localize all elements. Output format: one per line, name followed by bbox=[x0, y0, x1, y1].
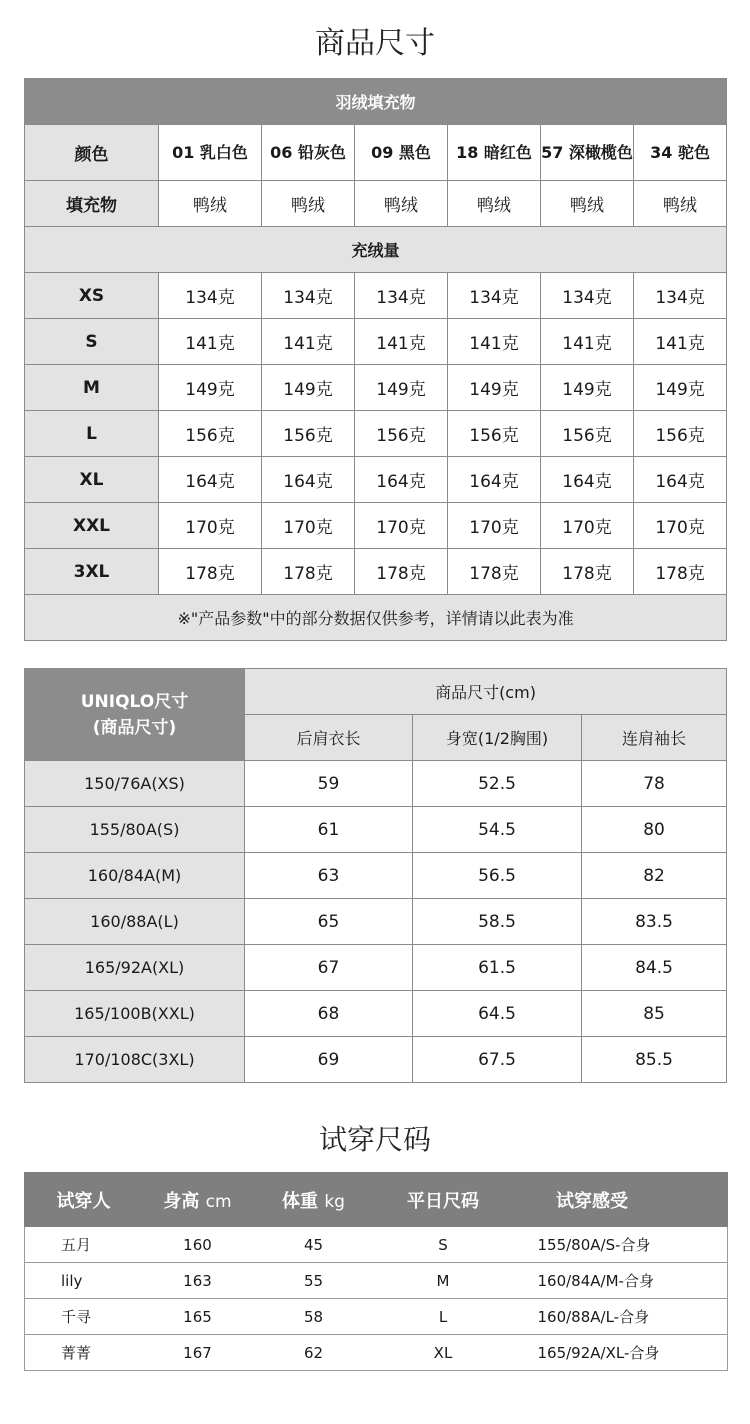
measure-cell: 61 bbox=[245, 807, 413, 853]
measure-cell: 67.5 bbox=[413, 1037, 582, 1083]
fill-amount-row bbox=[25, 365, 727, 411]
header-person: 试穿人 bbox=[25, 1173, 143, 1227]
weight-unit: kg bbox=[324, 1191, 345, 1212]
usual-size-cell: S bbox=[375, 1227, 512, 1263]
column-header: 连肩袖长 bbox=[582, 715, 727, 761]
fill-amount-cell: 178克 bbox=[355, 549, 448, 595]
size-row bbox=[25, 945, 727, 991]
person-cell: 菁菁 bbox=[25, 1335, 143, 1371]
size-table bbox=[24, 668, 727, 1083]
height-label: 身高 bbox=[163, 1190, 200, 1212]
tryon-row bbox=[25, 1227, 728, 1263]
measure-cell: 83.5 bbox=[582, 899, 727, 945]
fill-amount-cell: 149克 bbox=[541, 365, 634, 411]
header-height bbox=[143, 1173, 253, 1227]
filling-header: 羽绒填充物 bbox=[25, 79, 727, 125]
height-cell: 160 bbox=[143, 1227, 253, 1263]
size-label: XXL bbox=[25, 503, 159, 549]
fill-amount-row bbox=[25, 503, 727, 549]
fill-amount-cell: 164克 bbox=[355, 457, 448, 503]
color-cell: 06 铅灰色 bbox=[262, 125, 355, 181]
measure-cell: 58.5 bbox=[413, 899, 582, 945]
tryon-title: 试穿尺码 bbox=[318, 1123, 431, 1156]
filling-cell: 鸭绒 bbox=[159, 181, 262, 227]
tryon-row bbox=[25, 1263, 728, 1299]
fill-amount-cell: 156克 bbox=[634, 411, 727, 457]
fill-amount-row bbox=[25, 273, 727, 319]
fill-amount-cell: 141克 bbox=[262, 319, 355, 365]
fill-amount-cell: 178克 bbox=[262, 549, 355, 595]
fill-amount-row bbox=[25, 319, 727, 365]
size-label: 160/88A(L) bbox=[25, 899, 245, 945]
fill-amount-row bbox=[25, 457, 727, 503]
person-cell: lily bbox=[25, 1263, 143, 1299]
column-header: 后肩衣长 bbox=[245, 715, 413, 761]
fill-amount-cell: 141克 bbox=[448, 319, 541, 365]
filling-cell: 鸭绒 bbox=[541, 181, 634, 227]
fill-amount-cell: 149克 bbox=[355, 365, 448, 411]
fill-amount-cell: 141克 bbox=[634, 319, 727, 365]
fill-amount-cell: 170克 bbox=[159, 503, 262, 549]
tryon-row bbox=[25, 1299, 728, 1335]
fill-amount-cell: 141克 bbox=[541, 319, 634, 365]
height-unit: cm bbox=[205, 1191, 232, 1212]
fill-amount-cell: 170克 bbox=[448, 503, 541, 549]
fill-amount-cell: 178克 bbox=[634, 549, 727, 595]
weight-label: 体重 bbox=[282, 1190, 319, 1212]
size-label: 165/100B(XXL) bbox=[25, 991, 245, 1037]
header-weight bbox=[253, 1173, 375, 1227]
size-label: 170/108C(3XL) bbox=[25, 1037, 245, 1083]
measure-cell: 56.5 bbox=[413, 853, 582, 899]
measure-cell: 68 bbox=[245, 991, 413, 1037]
fill-amount-cell: 141克 bbox=[355, 319, 448, 365]
size-label: 3XL bbox=[25, 549, 159, 595]
fill-amount-cell: 134克 bbox=[262, 273, 355, 319]
size-row bbox=[25, 807, 727, 853]
fill-amount-cell: 178克 bbox=[159, 549, 262, 595]
size-label: 160/84A(M) bbox=[25, 853, 245, 899]
fill-amount-cell: 149克 bbox=[159, 365, 262, 411]
fill-amount-cell: 170克 bbox=[634, 503, 727, 549]
color-label: 颜色 bbox=[25, 125, 159, 181]
size-row bbox=[25, 899, 727, 945]
size-row bbox=[25, 761, 727, 807]
person-cell: 五月 bbox=[25, 1227, 143, 1263]
filling-cell: 鸭绒 bbox=[634, 181, 727, 227]
weight-cell: 55 bbox=[253, 1263, 375, 1299]
measure-cell: 84.5 bbox=[582, 945, 727, 991]
size-row bbox=[25, 991, 727, 1037]
measure-cell: 61.5 bbox=[413, 945, 582, 991]
measure-cell: 65 bbox=[245, 899, 413, 945]
weight-cell: 62 bbox=[253, 1335, 375, 1371]
measure-cell: 82 bbox=[582, 853, 727, 899]
fill-amount-cell: 164克 bbox=[448, 457, 541, 503]
size-label: 155/80A(S) bbox=[25, 807, 245, 853]
tryon-table bbox=[24, 1172, 728, 1371]
fill-amount-cell: 149克 bbox=[448, 365, 541, 411]
size-label: XL bbox=[25, 457, 159, 503]
column-header: 身宽(1/2胸围) bbox=[413, 715, 582, 761]
color-cell: 01 乳白色 bbox=[159, 125, 262, 181]
fill-amount-cell: 178克 bbox=[541, 549, 634, 595]
page-title: 商品尺寸 bbox=[315, 26, 435, 61]
measure-cell: 67 bbox=[245, 945, 413, 991]
note-text: ※"产品参数"中的部分数据仅供参考，详情请以此表为准 bbox=[25, 595, 727, 641]
person-cell: 千寻 bbox=[25, 1299, 143, 1335]
measure-cell: 85 bbox=[582, 991, 727, 1037]
size-row bbox=[25, 1037, 727, 1083]
measure-cell: 85.5 bbox=[582, 1037, 727, 1083]
measure-cell: 59 bbox=[245, 761, 413, 807]
color-cell: 57 深橄榄色 bbox=[541, 125, 634, 181]
size-label: XS bbox=[25, 273, 159, 319]
fill-amount-cell: 170克 bbox=[541, 503, 634, 549]
fill-amount-cell: 156克 bbox=[448, 411, 541, 457]
fill-amount-cell: 141克 bbox=[159, 319, 262, 365]
size-label: 150/76A(XS) bbox=[25, 761, 245, 807]
corner-line-1: UNIQLO尺寸 bbox=[80, 691, 189, 712]
feel-cell: 160/88A/L-合身 bbox=[512, 1299, 728, 1335]
fill-amount-cell: 156克 bbox=[541, 411, 634, 457]
measure-cell: 63 bbox=[245, 853, 413, 899]
color-cell: 34 驼色 bbox=[634, 125, 727, 181]
usual-size-cell: XL bbox=[375, 1335, 512, 1371]
color-cell: 18 暗红色 bbox=[448, 125, 541, 181]
height-cell: 165 bbox=[143, 1299, 253, 1335]
weight-cell: 58 bbox=[253, 1299, 375, 1335]
fill-amount-cell: 156克 bbox=[355, 411, 448, 457]
size-corner-header bbox=[25, 669, 245, 761]
fill-amount-header: 充绒量 bbox=[25, 227, 727, 273]
fill-amount-row bbox=[25, 549, 727, 595]
measure-cell: 52.5 bbox=[413, 761, 582, 807]
fill-amount-cell: 134克 bbox=[448, 273, 541, 319]
usual-size-cell: M bbox=[375, 1263, 512, 1299]
corner-line-2: (商品尺寸) bbox=[92, 717, 177, 738]
fill-amount-cell: 164克 bbox=[262, 457, 355, 503]
filling-cell: 鸭绒 bbox=[262, 181, 355, 227]
fill-amount-cell: 178克 bbox=[448, 549, 541, 595]
measure-cell: 80 bbox=[582, 807, 727, 853]
fill-amount-cell: 149克 bbox=[634, 365, 727, 411]
size-group-header: 商品尺寸(cm) bbox=[245, 669, 727, 715]
feel-cell: 160/84A/M-合身 bbox=[512, 1263, 728, 1299]
fill-amount-cell: 164克 bbox=[541, 457, 634, 503]
fill-amount-cell: 156克 bbox=[262, 411, 355, 457]
size-label: 165/92A(XL) bbox=[25, 945, 245, 991]
fill-amount-cell: 134克 bbox=[355, 273, 448, 319]
size-label: S bbox=[25, 319, 159, 365]
fill-amount-cell: 170克 bbox=[355, 503, 448, 549]
size-label: L bbox=[25, 411, 159, 457]
fill-amount-cell: 164克 bbox=[159, 457, 262, 503]
header-usual-size: 平日尺码 bbox=[375, 1173, 512, 1227]
filling-label: 填充物 bbox=[25, 181, 159, 227]
weight-cell: 45 bbox=[253, 1227, 375, 1263]
fill-amount-cell: 134克 bbox=[634, 273, 727, 319]
fill-amount-cell: 134克 bbox=[541, 273, 634, 319]
fill-amount-row bbox=[25, 411, 727, 457]
size-label: M bbox=[25, 365, 159, 411]
fill-amount-cell: 164克 bbox=[634, 457, 727, 503]
height-cell: 167 bbox=[143, 1335, 253, 1371]
height-cell: 163 bbox=[143, 1263, 253, 1299]
feel-cell: 165/92A/XL-合身 bbox=[512, 1335, 728, 1371]
filling-cell: 鸭绒 bbox=[355, 181, 448, 227]
fill-amount-cell: 134克 bbox=[159, 273, 262, 319]
usual-size-cell: L bbox=[375, 1299, 512, 1335]
size-row bbox=[25, 853, 727, 899]
fill-amount-cell: 149克 bbox=[262, 365, 355, 411]
header-feel: 试穿感受 bbox=[512, 1173, 728, 1227]
measure-cell: 64.5 bbox=[413, 991, 582, 1037]
tryon-row bbox=[25, 1335, 728, 1371]
measure-cell: 78 bbox=[582, 761, 727, 807]
filling-cell: 鸭绒 bbox=[448, 181, 541, 227]
fill-amount-cell: 156克 bbox=[159, 411, 262, 457]
feel-cell: 155/80A/S-合身 bbox=[512, 1227, 728, 1263]
filling-table bbox=[24, 78, 727, 641]
measure-cell: 69 bbox=[245, 1037, 413, 1083]
fill-amount-cell: 170克 bbox=[262, 503, 355, 549]
color-cell: 09 黑色 bbox=[355, 125, 448, 181]
measure-cell: 54.5 bbox=[413, 807, 582, 853]
